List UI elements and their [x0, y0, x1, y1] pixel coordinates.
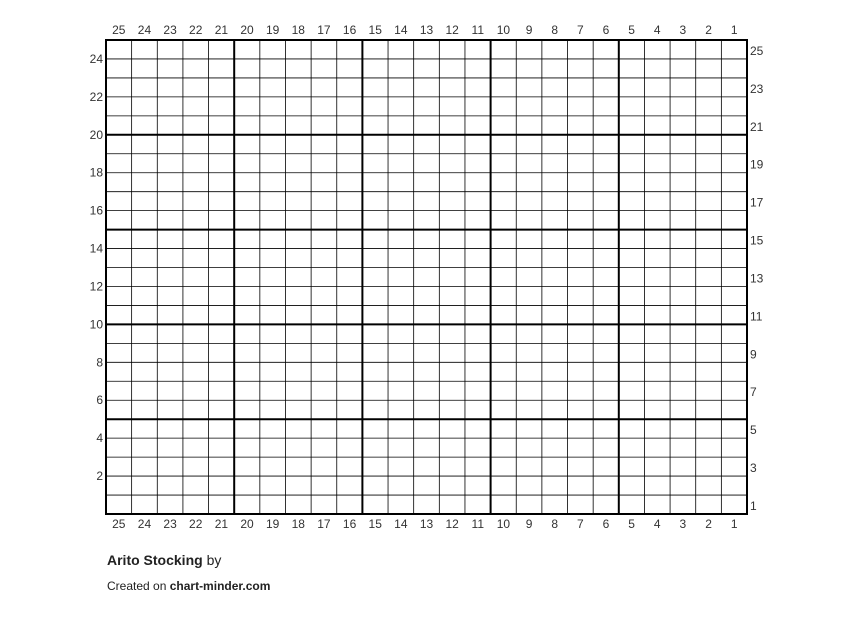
column-number-top: 24: [137, 23, 152, 37]
column-number-bottom: 10: [496, 517, 511, 531]
column-number-top: 10: [496, 23, 511, 37]
row-number-right: 7: [750, 385, 757, 400]
column-number-bottom: 4: [653, 517, 661, 531]
column-number-top: 1: [730, 23, 738, 37]
row-number-right: 13: [750, 271, 764, 286]
column-number-top: 3: [679, 23, 687, 37]
column-number-bottom: 24: [137, 517, 152, 531]
credit-site-link[interactable]: chart-minder.com: [169, 579, 271, 593]
row-number-right: 5: [750, 423, 757, 438]
column-number-bottom: 13: [419, 517, 434, 531]
column-number-top: 19: [265, 23, 280, 37]
column-number-top: 21: [214, 23, 229, 37]
column-number-top: 17: [317, 23, 331, 37]
column-number-top: 20: [240, 23, 254, 37]
column-number-top: 12: [445, 23, 459, 37]
column-number-bottom: 21: [214, 517, 229, 531]
chart-title: Arito Stocking: [107, 552, 203, 568]
column-number-bottom: 7: [576, 517, 584, 531]
row-number-left: 20: [89, 127, 103, 142]
column-number-top: 7: [576, 23, 584, 37]
column-number-top: 23: [163, 23, 177, 37]
row-number-left: 22: [89, 89, 103, 104]
column-number-bottom: 17: [317, 517, 331, 531]
chart-title-line: [107, 552, 221, 568]
column-number-bottom: 9: [525, 517, 533, 531]
column-number-bottom: 12: [445, 517, 459, 531]
grid-background: [106, 40, 747, 514]
row-number-left: 24: [89, 51, 103, 66]
row-number-right: 25: [750, 43, 764, 58]
row-number-right: 1: [750, 499, 757, 513]
column-number-bottom: 11: [471, 517, 485, 531]
column-number-bottom: 14: [394, 517, 408, 531]
column-number-top: 8: [551, 23, 559, 37]
column-number-bottom: 23: [163, 517, 177, 531]
column-number-bottom: 15: [368, 517, 382, 531]
column-number-top: 14: [394, 23, 408, 37]
row-number-right: 17: [750, 195, 764, 210]
row-number-right: 21: [750, 119, 764, 134]
column-number-bottom: 18: [291, 517, 305, 531]
column-number-top: 6: [602, 23, 610, 37]
row-number-right: 11: [750, 309, 763, 324]
row-number-left: 10: [89, 317, 103, 332]
row-number-left: 14: [89, 241, 103, 256]
column-number-top: 18: [291, 23, 305, 37]
row-number-right: 9: [750, 347, 757, 362]
row-number-left: 16: [89, 203, 103, 218]
row-number-left: 2: [96, 469, 103, 484]
row-number-left: 18: [89, 165, 103, 180]
credit-line: [107, 579, 270, 593]
row-number-left: 6: [96, 393, 103, 408]
column-number-top: 2: [705, 23, 712, 37]
column-number-bottom: 8: [551, 517, 559, 531]
column-number-bottom: 3: [679, 517, 687, 531]
row-number-right: 23: [750, 81, 764, 96]
column-number-top: 11: [471, 23, 485, 37]
column-number-top: 5: [628, 23, 635, 37]
column-number-bottom: 19: [265, 517, 280, 531]
column-number-top: 16: [342, 23, 357, 37]
column-number-bottom: 22: [189, 517, 203, 531]
row-number-left: 12: [89, 279, 103, 294]
column-number-bottom: 20: [240, 517, 254, 531]
column-number-bottom: 5: [628, 517, 635, 531]
column-number-top: 13: [419, 23, 434, 37]
column-number-bottom: 2: [705, 517, 712, 531]
column-number-bottom: 16: [342, 517, 357, 531]
chart-author-by: by: [206, 552, 222, 568]
credit-prefix: Created on: [107, 579, 167, 593]
row-number-right: 15: [750, 233, 764, 248]
column-number-top: 9: [525, 23, 533, 37]
column-number-bottom: 1: [730, 517, 738, 531]
row-number-right: 3: [750, 461, 757, 476]
row-number-left: 4: [96, 431, 103, 446]
column-number-bottom: 25: [112, 517, 126, 531]
row-number-right: 19: [750, 157, 764, 172]
column-number-top: 15: [368, 23, 382, 37]
column-number-top: 25: [112, 23, 126, 37]
column-number-top: 22: [189, 23, 203, 37]
row-number-left: 8: [96, 355, 103, 370]
column-number-top: 4: [653, 23, 661, 37]
column-number-bottom: 6: [602, 517, 610, 531]
